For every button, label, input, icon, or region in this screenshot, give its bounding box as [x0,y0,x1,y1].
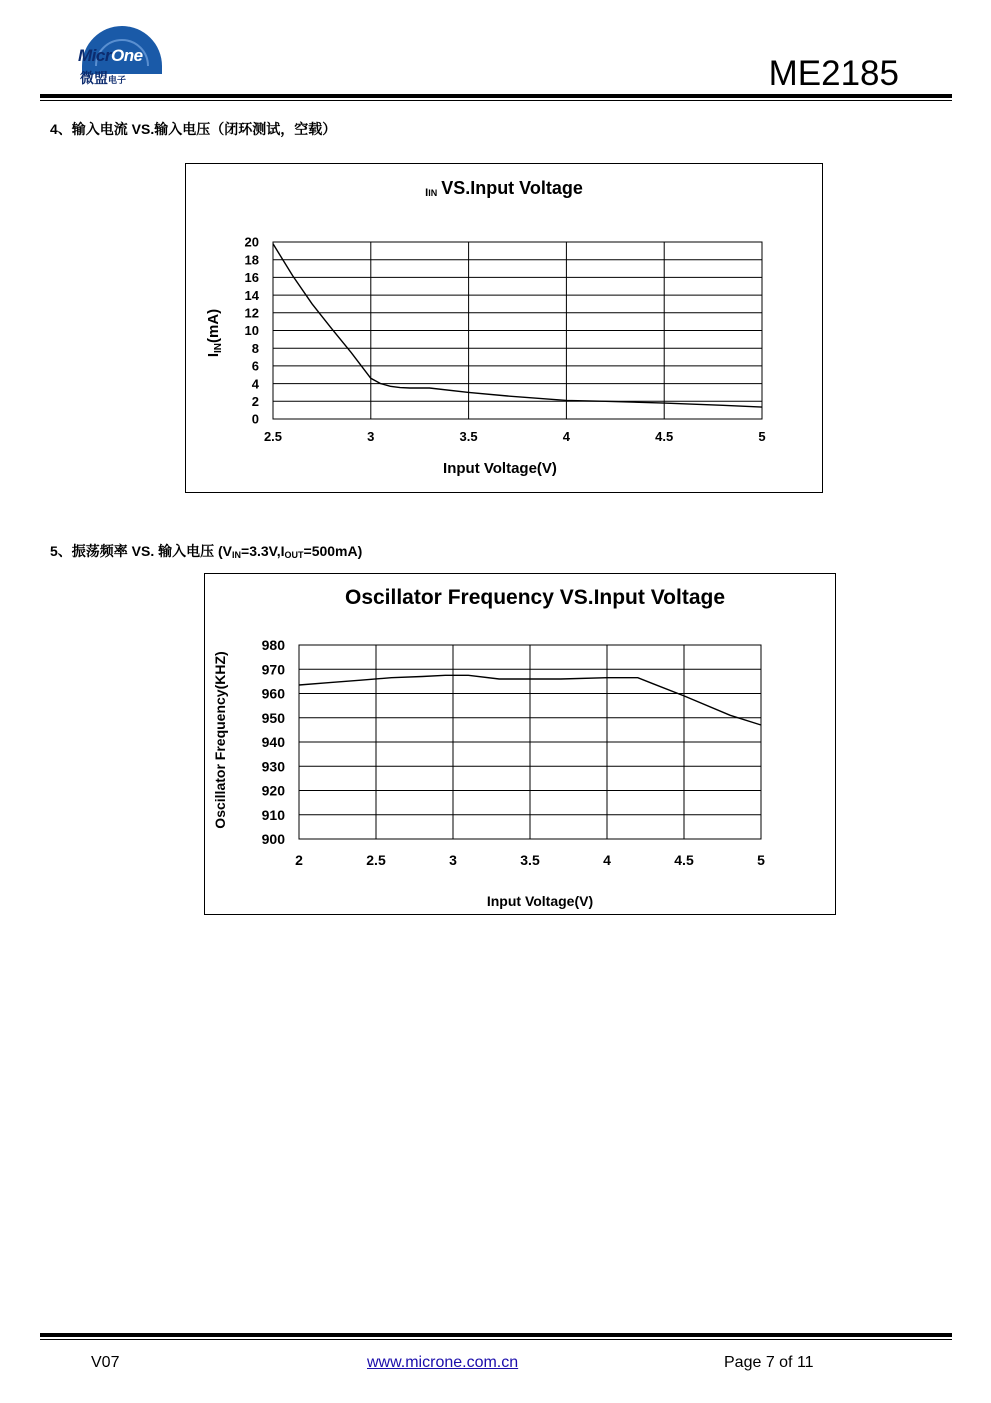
footer-page-number: Page 7 of 11 [724,1354,814,1371]
logo-chinese: 微盟电子 [80,70,127,86]
y-tick-label: 980 [261,637,285,654]
chart-gridlines [299,645,761,839]
x-axis-label: Input Voltage(V) [486,893,594,909]
footer-rule-thick [40,1333,952,1337]
x-tick-label: 3 [367,429,375,444]
chart-gridlines [273,242,762,419]
x-tick-label: 2.5 [366,852,386,868]
y-tick-label: 8 [251,340,259,356]
y-axis-label: $I_{IN}(mA)$ [205,308,224,358]
x-tick-labels [264,429,766,444]
y-tick-labels [262,637,286,847]
y-tick-label: 2 [251,393,259,409]
y-tick-label: 960 [261,685,285,702]
y-axis-label: Oscillator Frequency(KHZ) [212,651,228,829]
y-tick-label: 970 [261,661,285,678]
y-tick-label: 930 [261,758,285,775]
x-tick-label: 3 [449,852,457,868]
y-tick-label: 20 [244,234,259,250]
y-tick-label: 14 [244,287,259,303]
chart-input-current [186,164,822,492]
company-logo [76,14,166,86]
chart-input-current-frame [185,163,823,493]
x-tick-labels [295,852,765,868]
x-tick-label: 2.5 [263,429,283,444]
x-tick-label: 4 [562,429,571,444]
footer-version: V07 [91,1354,120,1371]
section-5-title: 5、振荡频率 VS. 输入电压 $(V_{IN}=3.3V,I_{OUT}=500mA)$ [50,543,363,560]
y-tick-label: 18 [244,252,259,268]
y-tick-label: 12 [244,305,259,321]
header-rule-thin [40,100,952,101]
header-rule-thick [40,94,952,98]
y-tick-label: 6 [251,358,259,374]
x-tick-label: 2 [295,852,303,868]
website-link[interactable]: www.microne.com.cn [367,1354,519,1371]
x-tick-label: 3.5 [459,429,478,444]
y-tick-labels [245,235,260,427]
y-tick-label: 10 [244,323,259,339]
y-tick-label: 910 [261,806,285,823]
y-tick-label: 940 [261,734,285,751]
chart-oscillator-frequency-frame [204,573,836,915]
part-number: ME2185 [768,54,899,93]
y-tick-label: 4 [251,376,259,392]
x-axis-label: Input Voltage(V) [443,460,557,477]
x-tick-label: 4.5 [674,852,694,868]
series-line-input-current [273,244,762,407]
x-tick-label: 4 [603,852,611,868]
y-tick-label: 950 [261,709,285,726]
x-tick-label: 4.5 [655,429,674,444]
section-4-title: 4、输入电流 VS.输入电压（闭环测试，空载） [50,121,337,137]
footer-rule-thin [40,1339,952,1340]
chart-title: IIN VS.Input Voltage [425,178,583,199]
chart-title: Oscillator Frequency VS.Input Voltage [344,586,726,609]
chart-oscillator-frequency [205,574,835,914]
x-tick-label: 5 [758,429,766,444]
logo-latin: MicrOne [78,46,143,65]
y-tick-label: 16 [244,270,259,286]
y-tick-label: 900 [261,831,285,848]
y-tick-label: 0 [251,411,259,427]
x-tick-label: 3.5 [520,852,540,868]
y-tick-label: 920 [261,782,285,799]
x-tick-label: 5 [757,852,765,868]
footer-website[interactable] [367,1354,518,1372]
